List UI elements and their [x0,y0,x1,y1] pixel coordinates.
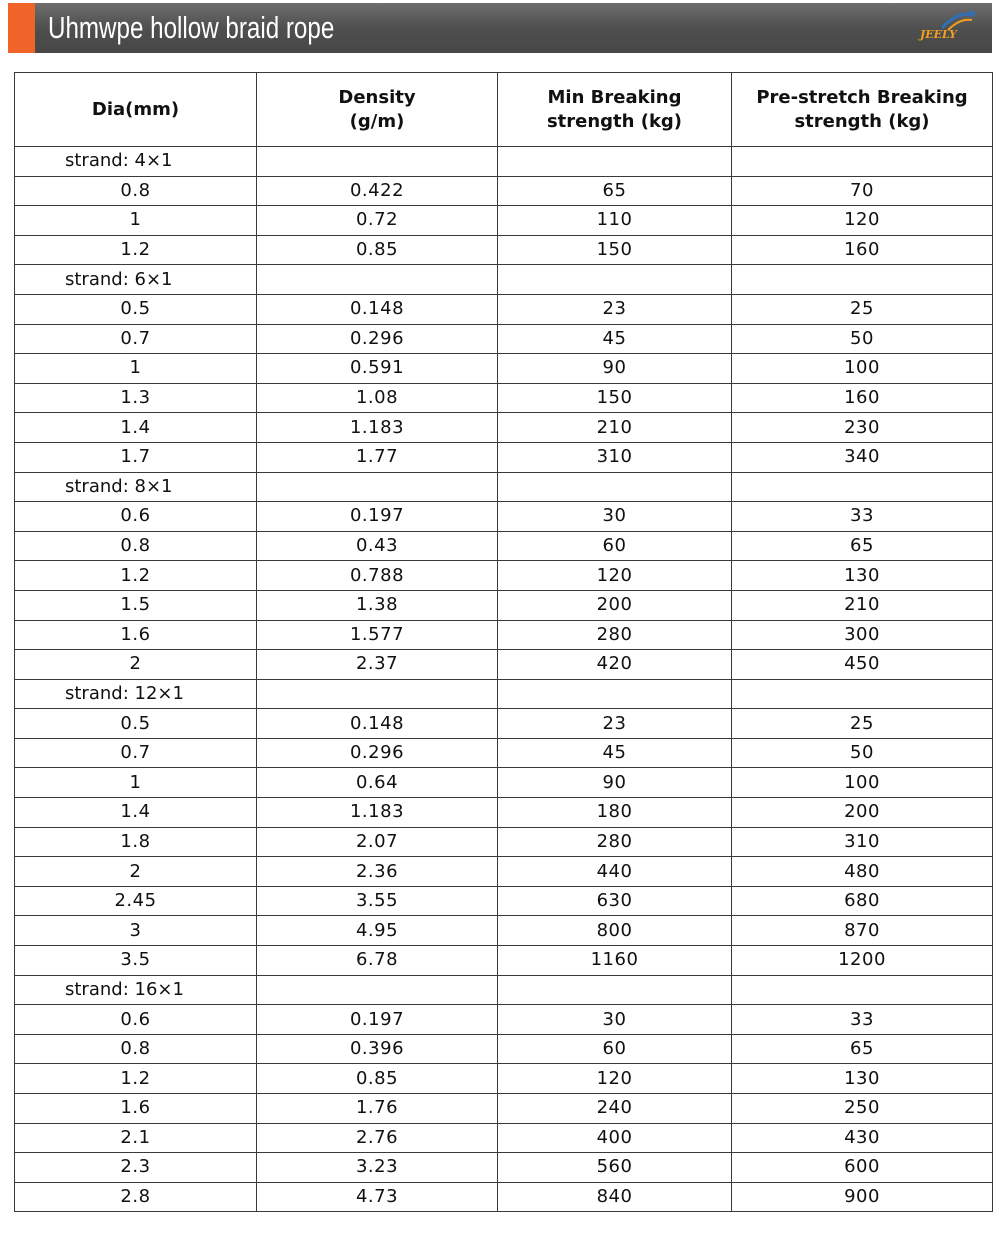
table-row [15,857,993,887]
pre-stretch-cell: 25 [732,709,993,739]
pre-stretch-cell: 210 [732,590,993,620]
pre-stretch-cell: 33 [732,1005,993,1035]
table-row [15,1005,993,1035]
pre-stretch-cell: 65 [732,1034,993,1064]
min-breaking-cell: 180 [498,798,732,828]
header-diameter: Dia(mm) [15,73,257,147]
diameter-cell: 1 [15,206,257,236]
pre-stretch-cell: 160 [732,383,993,413]
pre-stretch-cell: 340 [732,442,993,472]
min-breaking-cell: 1160 [498,946,732,976]
min-breaking-cell: 120 [498,1064,732,1094]
min-breaking-cell: 840 [498,1182,732,1212]
density-cell: 1.183 [257,413,498,443]
pre-stretch-cell: 33 [732,502,993,532]
empty-cell [732,265,993,295]
empty-cell [498,975,732,1005]
header-min-breaking-text: Min Breaking strength (kg) [546,86,683,132]
table-row [15,561,993,591]
density-cell: 2.76 [257,1123,498,1153]
header-min-breaking-strength [498,73,732,147]
diameter-cell: 2 [15,857,257,887]
density-cell: 0.148 [257,294,498,324]
min-breaking-cell: 310 [498,442,732,472]
table-row [15,768,993,798]
strand-group-row [15,975,993,1005]
density-cell: 0.788 [257,561,498,591]
min-breaking-cell: 400 [498,1123,732,1153]
pre-stretch-cell: 50 [732,738,993,768]
table-row [15,354,993,384]
min-breaking-cell: 45 [498,738,732,768]
density-cell: 0.85 [257,1064,498,1094]
brand-logo [918,8,982,48]
strand-group-label: strand: 6×1 [15,265,257,295]
density-cell: 0.148 [257,709,498,739]
empty-cell [732,472,993,502]
density-cell: 4.73 [257,1182,498,1212]
min-breaking-cell: 280 [498,827,732,857]
table-row [15,798,993,828]
pre-stretch-cell: 230 [732,413,993,443]
density-cell: 1.183 [257,798,498,828]
banner-accent-bar [8,3,35,53]
table-row [15,206,993,236]
min-breaking-cell: 60 [498,1034,732,1064]
pre-stretch-cell: 160 [732,235,993,265]
strand-group-label: strand: 8×1 [15,472,257,502]
density-cell: 2.37 [257,650,498,680]
diameter-cell: 1.6 [15,1094,257,1124]
diameter-cell: 1.3 [15,383,257,413]
pre-stretch-cell: 870 [732,916,993,946]
specification-table [14,72,993,1212]
table-row [15,531,993,561]
diameter-cell: 1.2 [15,235,257,265]
table-row [15,1182,993,1212]
pre-stretch-cell: 250 [732,1094,993,1124]
min-breaking-cell: 200 [498,590,732,620]
min-breaking-cell: 120 [498,561,732,591]
empty-cell [257,472,498,502]
pre-stretch-cell: 1200 [732,946,993,976]
diameter-cell: 1.5 [15,590,257,620]
min-breaking-cell: 30 [498,1005,732,1035]
density-cell: 0.85 [257,235,498,265]
empty-cell [498,147,732,177]
pre-stretch-cell: 430 [732,1123,993,1153]
density-cell: 4.95 [257,916,498,946]
table-row [15,590,993,620]
density-cell: 6.78 [257,946,498,976]
density-cell: 0.296 [257,738,498,768]
diameter-cell: 2.3 [15,1153,257,1183]
min-breaking-cell: 150 [498,235,732,265]
density-cell: 2.36 [257,857,498,887]
empty-cell [732,147,993,177]
pre-stretch-cell: 900 [732,1182,993,1212]
empty-cell [257,975,498,1005]
table-row [15,620,993,650]
table-row [15,324,993,354]
empty-cell [498,679,732,709]
diameter-cell: 0.8 [15,176,257,206]
diameter-cell: 0.6 [15,1005,257,1035]
pre-stretch-cell: 200 [732,798,993,828]
table-row [15,738,993,768]
diameter-cell: 3.5 [15,946,257,976]
diameter-cell: 0.7 [15,738,257,768]
density-cell: 3.55 [257,886,498,916]
density-cell: 1.38 [257,590,498,620]
header-pre-stretch-breaking-strength [732,73,993,147]
diameter-cell: 1 [15,354,257,384]
diameter-cell: 1.2 [15,1064,257,1094]
strand-group-label: strand: 16×1 [15,975,257,1005]
density-cell: 0.422 [257,176,498,206]
header-pre-stretch-text: Pre-stretch Breaking strength (kg) [756,86,968,132]
table-row [15,1034,993,1064]
density-cell: 1.577 [257,620,498,650]
diameter-cell: 1.4 [15,413,257,443]
table-body [15,147,993,1212]
density-cell: 1.76 [257,1094,498,1124]
strand-group-row [15,472,993,502]
table-row [15,946,993,976]
min-breaking-cell: 45 [498,324,732,354]
pre-stretch-cell: 310 [732,827,993,857]
pre-stretch-cell: 300 [732,620,993,650]
min-breaking-cell: 110 [498,206,732,236]
empty-cell [257,679,498,709]
table-row [15,1153,993,1183]
diameter-cell: 1 [15,768,257,798]
page-title: Uhmwpe hollow braid rope [48,10,335,45]
min-breaking-cell: 280 [498,620,732,650]
min-breaking-cell: 90 [498,354,732,384]
min-breaking-cell: 240 [498,1094,732,1124]
min-breaking-cell: 630 [498,886,732,916]
density-cell: 2.07 [257,827,498,857]
strand-group-label: strand: 12×1 [15,679,257,709]
pre-stretch-cell: 480 [732,857,993,887]
min-breaking-cell: 560 [498,1153,732,1183]
table-row [15,502,993,532]
density-cell: 0.197 [257,1005,498,1035]
pre-stretch-cell: 100 [732,768,993,798]
density-cell: 0.64 [257,768,498,798]
pre-stretch-cell: 450 [732,650,993,680]
density-cell: 1.08 [257,383,498,413]
pre-stretch-cell: 50 [732,324,993,354]
density-cell: 0.197 [257,502,498,532]
min-breaking-cell: 90 [498,768,732,798]
strand-group-label: strand: 4×1 [15,147,257,177]
density-cell: 0.43 [257,531,498,561]
table-row [15,886,993,916]
pre-stretch-cell: 65 [732,531,993,561]
diameter-cell: 2.1 [15,1123,257,1153]
min-breaking-cell: 60 [498,531,732,561]
min-breaking-cell: 210 [498,413,732,443]
table-row [15,413,993,443]
diameter-cell: 0.5 [15,294,257,324]
table-row [15,1123,993,1153]
pre-stretch-cell: 100 [732,354,993,384]
table-row [15,176,993,206]
strand-group-row [15,679,993,709]
table-row [15,1064,993,1094]
density-cell: 0.591 [257,354,498,384]
pre-stretch-cell: 25 [732,294,993,324]
table-row [15,709,993,739]
diameter-cell: 2.8 [15,1182,257,1212]
density-cell: 1.77 [257,442,498,472]
min-breaking-cell: 440 [498,857,732,887]
diameter-cell: 1.7 [15,442,257,472]
table-row [15,294,993,324]
empty-cell [732,975,993,1005]
pre-stretch-cell: 680 [732,886,993,916]
table-row [15,383,993,413]
empty-cell [498,265,732,295]
diameter-cell: 3 [15,916,257,946]
min-breaking-cell: 30 [498,502,732,532]
strand-group-row [15,265,993,295]
diameter-cell: 0.8 [15,1034,257,1064]
min-breaking-cell: 800 [498,916,732,946]
empty-cell [257,147,498,177]
diameter-cell: 2 [15,650,257,680]
table-header-row [15,73,993,147]
pre-stretch-cell: 120 [732,206,993,236]
table-row [15,1094,993,1124]
density-cell: 0.72 [257,206,498,236]
table-row [15,235,993,265]
logo-wordmark: JEELY [920,28,957,41]
table-row [15,916,993,946]
density-cell: 0.396 [257,1034,498,1064]
pre-stretch-cell: 130 [732,561,993,591]
header-density-text: Density (g/m) [338,86,416,132]
diameter-cell: 1.4 [15,798,257,828]
pre-stretch-cell: 70 [732,176,993,206]
table-row [15,650,993,680]
min-breaking-cell: 420 [498,650,732,680]
table-row [15,827,993,857]
empty-cell [498,472,732,502]
empty-cell [732,679,993,709]
pre-stretch-cell: 600 [732,1153,993,1183]
diameter-cell: 0.7 [15,324,257,354]
min-breaking-cell: 65 [498,176,732,206]
diameter-cell: 2.45 [15,886,257,916]
min-breaking-cell: 150 [498,383,732,413]
strand-group-row [15,147,993,177]
density-cell: 0.296 [257,324,498,354]
title-banner [8,3,992,53]
diameter-cell: 1.6 [15,620,257,650]
diameter-cell: 0.6 [15,502,257,532]
density-cell: 3.23 [257,1153,498,1183]
min-breaking-cell: 23 [498,294,732,324]
pre-stretch-cell: 130 [732,1064,993,1094]
table-row [15,442,993,472]
header-density [257,73,498,147]
empty-cell [257,265,498,295]
diameter-cell: 0.8 [15,531,257,561]
diameter-cell: 0.5 [15,709,257,739]
diameter-cell: 1.2 [15,561,257,591]
diameter-cell: 1.8 [15,827,257,857]
min-breaking-cell: 23 [498,709,732,739]
